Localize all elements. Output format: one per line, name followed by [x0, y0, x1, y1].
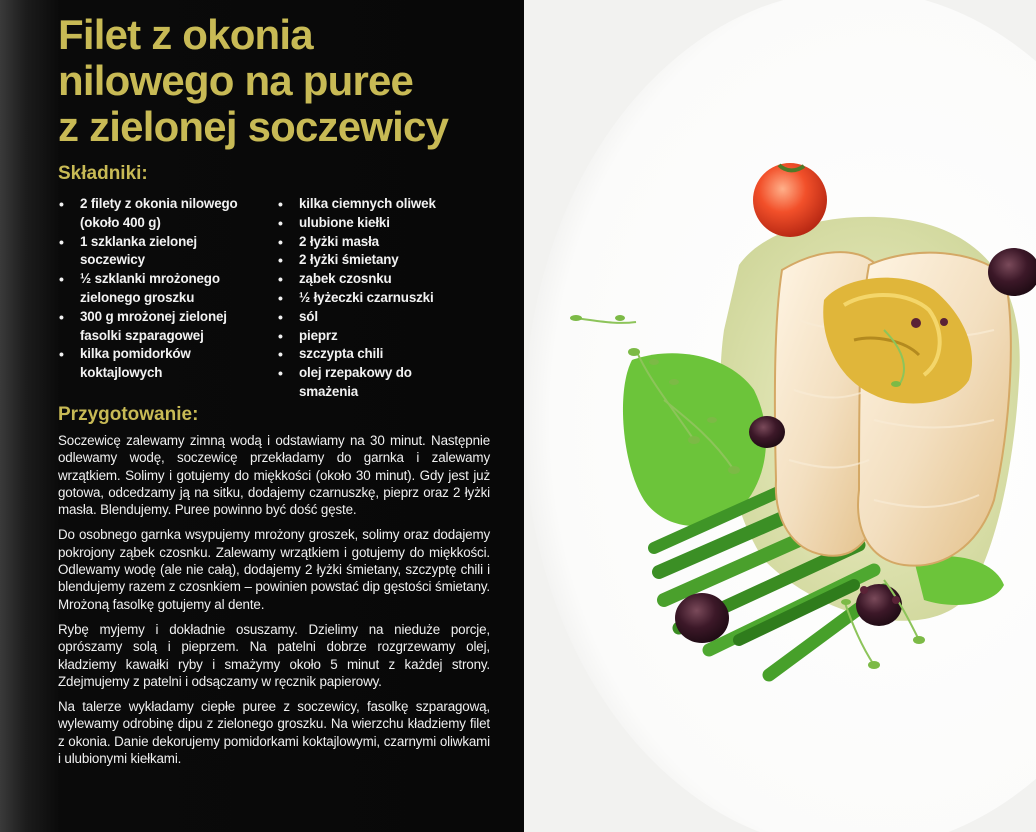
preparation-paragraph: Soczewicę zalewamy zimną wodą i odstawiamy na 30 minut. Następnie odlewamy wodę, soczewicę przekładamy do garnka i zalewamy wrzątkiem. Solimy i gotujemy do miękkości (około 30 minut). Gdy jest już gotowa, odcedzamy ją na sitku, dodajemy czarnuszkę, pieprz oraz 2 łyżki masła. Blendujemy. Puree powinno być dość gęste.: [58, 433, 490, 518]
preparation-text: [58, 432, 490, 775]
title-line-3: z zielonej soczewicy: [58, 103, 449, 150]
recipe-title: [58, 12, 508, 150]
title-line-2: nilowego na puree: [58, 57, 414, 104]
ingredient-item: • ząbek czosnku: [277, 270, 467, 289]
ingredient-item: • 2 łyżki śmietany: [277, 251, 467, 270]
ingredient-item: • ½ szklanki mrożonego zielonego groszku: [58, 270, 258, 308]
title-line-1: Filet z okonia: [58, 11, 313, 58]
ingredient-item: • szczypta chili: [277, 345, 467, 364]
ingredient-item: • ulubione kiełki: [277, 214, 467, 233]
ingredient-item: • 2 łyżki masła: [277, 233, 467, 252]
dish-illustration: [524, 0, 1036, 832]
black-olive: [675, 593, 729, 643]
ingredients-heading: Składniki:: [58, 163, 148, 184]
cherry-tomato: [753, 163, 827, 237]
dish-photo: [524, 0, 1036, 832]
ingredient-item: • kilka pomidorków koktajlowych: [58, 345, 258, 383]
ingredient-item: • 2 filety z okonia nilowego (około 400 g): [58, 195, 258, 233]
preparation-paragraph: Do osobnego garnka wsypujemy mrożony groszek, solimy oraz dodajemy pokrojony ząbek czosnku. Zalewamy wrzątkiem i gotujemy do miękkości. Odlewamy wodę (ale nie całą), dodajemy 2 łyżki śmietany, szczyptę chili i blendujemy razem z czosnkiem – powinien powstać dip gęstości śmietany. Mrożoną fasolkę gotujemy al dente.: [58, 527, 490, 612]
ingredient-item: • olej rzepakowy do smażenia: [277, 364, 467, 402]
ingredient-item: • sól: [277, 308, 467, 327]
ingredient-item: • pieprz: [277, 327, 467, 346]
preparation-paragraph: Rybę myjemy i dokładnie osuszamy. Dzielimy na nieduże porcje, oprószamy solą i pieprzem. Na patelni dobrze rozgrzewamy olej, kładziemy kawałki ryby i smażymy około 5 minut z każdej strony. Zdejmujemy z patelni i odsączamy w ręcznik papierowy.: [58, 621, 490, 689]
ingredient-item: • ½ łyżeczki czarnuszki: [277, 289, 467, 308]
ingredient-item: • 1 szklanka zielonej soczewicy: [58, 233, 258, 271]
preparation-heading: Przygotowanie:: [58, 404, 199, 425]
ingredients-list-right: [277, 195, 467, 402]
ingredients-list-left: [58, 195, 258, 383]
ingredient-item: • 300 g mrożonej zielonej fasolki szparagowej: [58, 308, 258, 346]
ingredient-item: • kilka ciemnych oliwek: [277, 195, 467, 214]
preparation-paragraph: Na talerze wykładamy ciepłe puree z soczewicy, fasolkę szparagową, wylewamy odrobinę dipu z zielonego groszku. Na wierzchu kładziemy filet z okonia. Danie dekorujemy pomidorkami koktajlowymi, czarnymi oliwkami i ulubionymi kiełkami.: [58, 699, 490, 767]
